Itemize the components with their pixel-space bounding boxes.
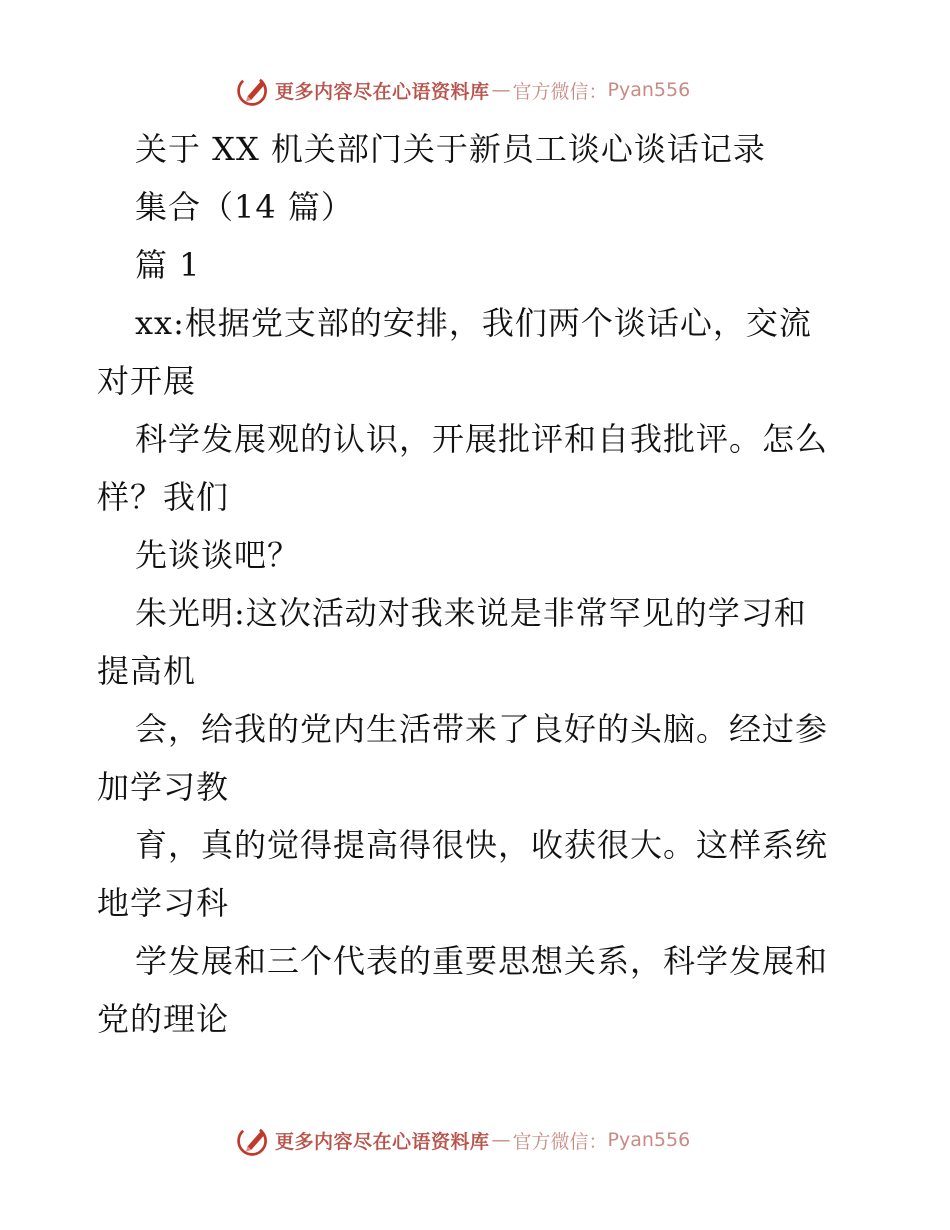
watermark-wechat-id: Pyan556 xyxy=(607,79,691,101)
watermark-dash: — xyxy=(491,79,511,101)
text-line: xx:根据党支部的安排，我们两个谈话心，交流 xyxy=(135,304,812,342)
watermark-main-text: 更多内容尽在心语资料库 xyxy=(275,80,490,103)
document-title-line: 集合（14 篇） xyxy=(135,188,354,226)
watermark-wechat-label: 官方微信： xyxy=(512,80,608,103)
text-line: 先谈谈吧？ xyxy=(135,536,301,574)
pen-logo-icon xyxy=(235,72,271,108)
watermark-dash: — xyxy=(491,1129,511,1151)
text-line: 提高机 xyxy=(97,652,197,690)
watermark-wechat-label: 官方微信： xyxy=(512,1130,608,1153)
document-body xyxy=(97,120,877,1048)
document-title-line: 关于 XX 机关部门关于新员工谈心谈话记录 xyxy=(135,130,766,168)
text-line: 样？我们 xyxy=(97,478,230,516)
text-line: 朱光明:这次活动对我来说是非常罕见的学习和 xyxy=(135,594,807,632)
text-line: 育，真的觉得提高得很快，收获很大。这样系统 xyxy=(135,826,829,864)
text-line: 党的理论 xyxy=(97,1000,230,1038)
header-watermark xyxy=(235,70,690,110)
text-line: 对开展 xyxy=(97,362,197,400)
watermark-wechat-id: Pyan556 xyxy=(607,1129,691,1151)
text-line: 会，给我的党内生活带来了良好的头脑。经过参 xyxy=(135,710,829,748)
text-line: 科学发展观的认识，开展批评和自我批评。怎么 xyxy=(135,420,829,458)
text-line: 加学习教 xyxy=(97,768,230,806)
watermark-main-text: 更多内容尽在心语资料库 xyxy=(275,1130,490,1153)
pen-logo-icon xyxy=(235,1122,271,1158)
text-line: 篇 1 xyxy=(135,246,201,284)
footer-watermark xyxy=(235,1120,690,1160)
text-line: 地学习科 xyxy=(97,884,230,922)
text-line: 学发展和三个代表的重要思想关系，科学发展和 xyxy=(135,942,829,980)
